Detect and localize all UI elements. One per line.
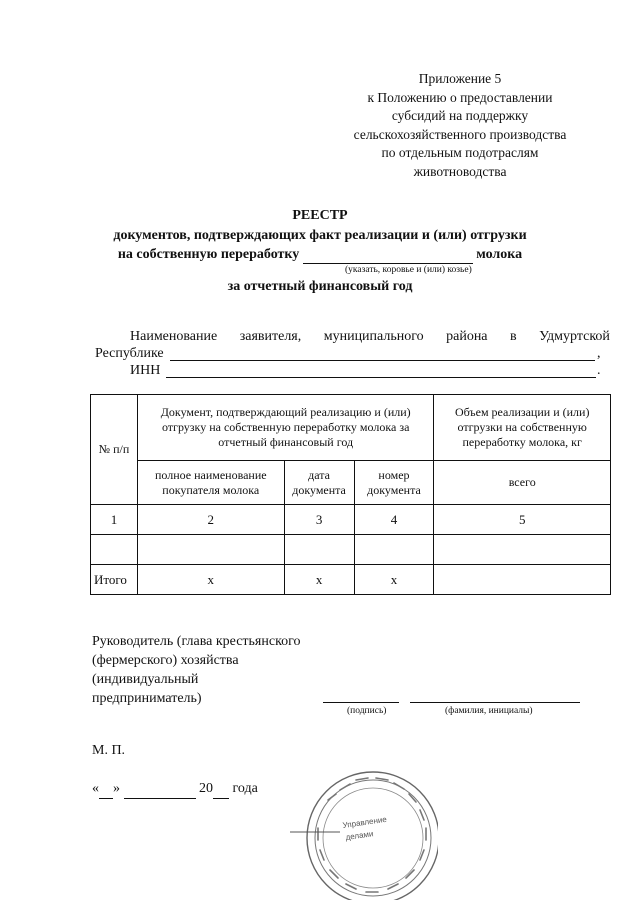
title-line-2-suffix: молока	[476, 247, 523, 262]
signature-field[interactable]	[323, 702, 399, 703]
signatory-line: Руководитель (глава крестьянского	[92, 634, 301, 649]
applicant-name-field[interactable]	[170, 344, 595, 361]
document-title: РЕЕСТР	[292, 208, 348, 223]
year-field[interactable]	[213, 779, 229, 799]
table-row	[91, 535, 611, 565]
date-line	[92, 779, 258, 799]
applicant-word: Наименование	[130, 329, 218, 344]
applicant-word: заявителя,	[239, 329, 302, 344]
applicant-word: муниципального	[323, 329, 424, 344]
year-prefix: 20	[199, 781, 213, 796]
header-buyer: полное наименование покупателя молока	[137, 461, 284, 505]
header-num: № п/п	[91, 395, 138, 505]
date-quote-open: «	[92, 781, 99, 796]
appendix-block	[330, 70, 590, 181]
appendix-line: по отдельным подотраслям	[381, 145, 539, 160]
table-cell[interactable]	[284, 535, 354, 565]
appendix-line: субсидий на поддержку	[391, 108, 529, 123]
total-date: х	[284, 565, 354, 595]
header-document: Документ, подтверждающий реализацию и (или) отгрузку на собственную переработку молока за отчетный финансовый год	[137, 395, 433, 461]
appendix-line: к Положению о предоставлении	[367, 89, 553, 105]
table-header-row	[91, 395, 611, 461]
table-cell[interactable]	[137, 535, 284, 565]
applicant-word: Удмуртской	[539, 329, 610, 344]
title-line-1: документов, подтверждающих факт реализации и (или) отгрузки	[113, 228, 527, 243]
appendix-line: животноводства	[413, 163, 507, 179]
inn-label: ИНН	[130, 363, 161, 378]
applicant-line-1	[130, 329, 610, 345]
applicant-word: в	[510, 329, 517, 344]
header-docnum: номер документа	[354, 461, 434, 505]
inn-dot: .	[597, 363, 601, 378]
col-number: 3	[284, 505, 354, 535]
table-cell[interactable]	[91, 535, 138, 565]
signatory-line: (фермерского) хозяйства	[92, 653, 239, 668]
total-buyer: х	[137, 565, 284, 595]
stamp-place-label: М. П.	[92, 743, 126, 758]
appendix-line: сельскохозяйственного производства	[353, 126, 567, 142]
signatory-block	[92, 632, 301, 708]
signature-hint: (подпись)	[347, 706, 387, 716]
applicant-word: района	[446, 329, 488, 344]
table-cell[interactable]	[434, 535, 611, 565]
header-volume: Объем реализации и (или) отгрузки на собственную переработку молока, кг	[434, 395, 611, 461]
applicant-comma: ,	[597, 346, 601, 361]
appendix-line: Приложение 5	[418, 71, 502, 86]
applicant-republic-label: Республике	[95, 346, 164, 361]
col-number: 2	[137, 505, 284, 535]
col-number: 5	[434, 505, 611, 535]
svg-text:Управление: Управление	[342, 814, 388, 830]
fullname-hint: (фамилия, инициалы)	[445, 706, 533, 716]
registry-table	[90, 394, 611, 595]
signatory-line: предприниматель)	[92, 691, 202, 706]
year-suffix: года	[232, 781, 258, 796]
col-number: 4	[354, 505, 434, 535]
official-seal-icon	[288, 768, 438, 900]
title-line-2-prefix: на собственную переработку	[117, 247, 300, 262]
header-total: всего	[434, 461, 611, 505]
month-field[interactable]	[124, 779, 196, 799]
date-quote-close: »	[113, 781, 120, 796]
col-number: 1	[91, 505, 138, 535]
fullname-field[interactable]	[410, 702, 580, 703]
total-docnum: х	[354, 565, 434, 595]
header-date: дата документа	[284, 461, 354, 505]
table-cell[interactable]	[354, 535, 434, 565]
title-line-2	[0, 247, 640, 264]
svg-text:делами: делами	[345, 829, 374, 842]
inn-field[interactable]	[166, 361, 596, 378]
signatory-line: (индивидуальный	[92, 672, 199, 687]
total-volume[interactable]	[434, 565, 611, 595]
total-label: Итого	[91, 565, 138, 595]
table-number-row	[91, 505, 611, 535]
table-subheader-row	[91, 461, 611, 505]
milk-type-hint: (указать, коровье и (или) козье)	[345, 265, 472, 275]
total-row	[91, 565, 611, 595]
title-line-3: за отчетный финансовый год	[227, 279, 413, 294]
milk-type-field[interactable]	[303, 247, 473, 264]
day-field[interactable]	[99, 779, 113, 799]
